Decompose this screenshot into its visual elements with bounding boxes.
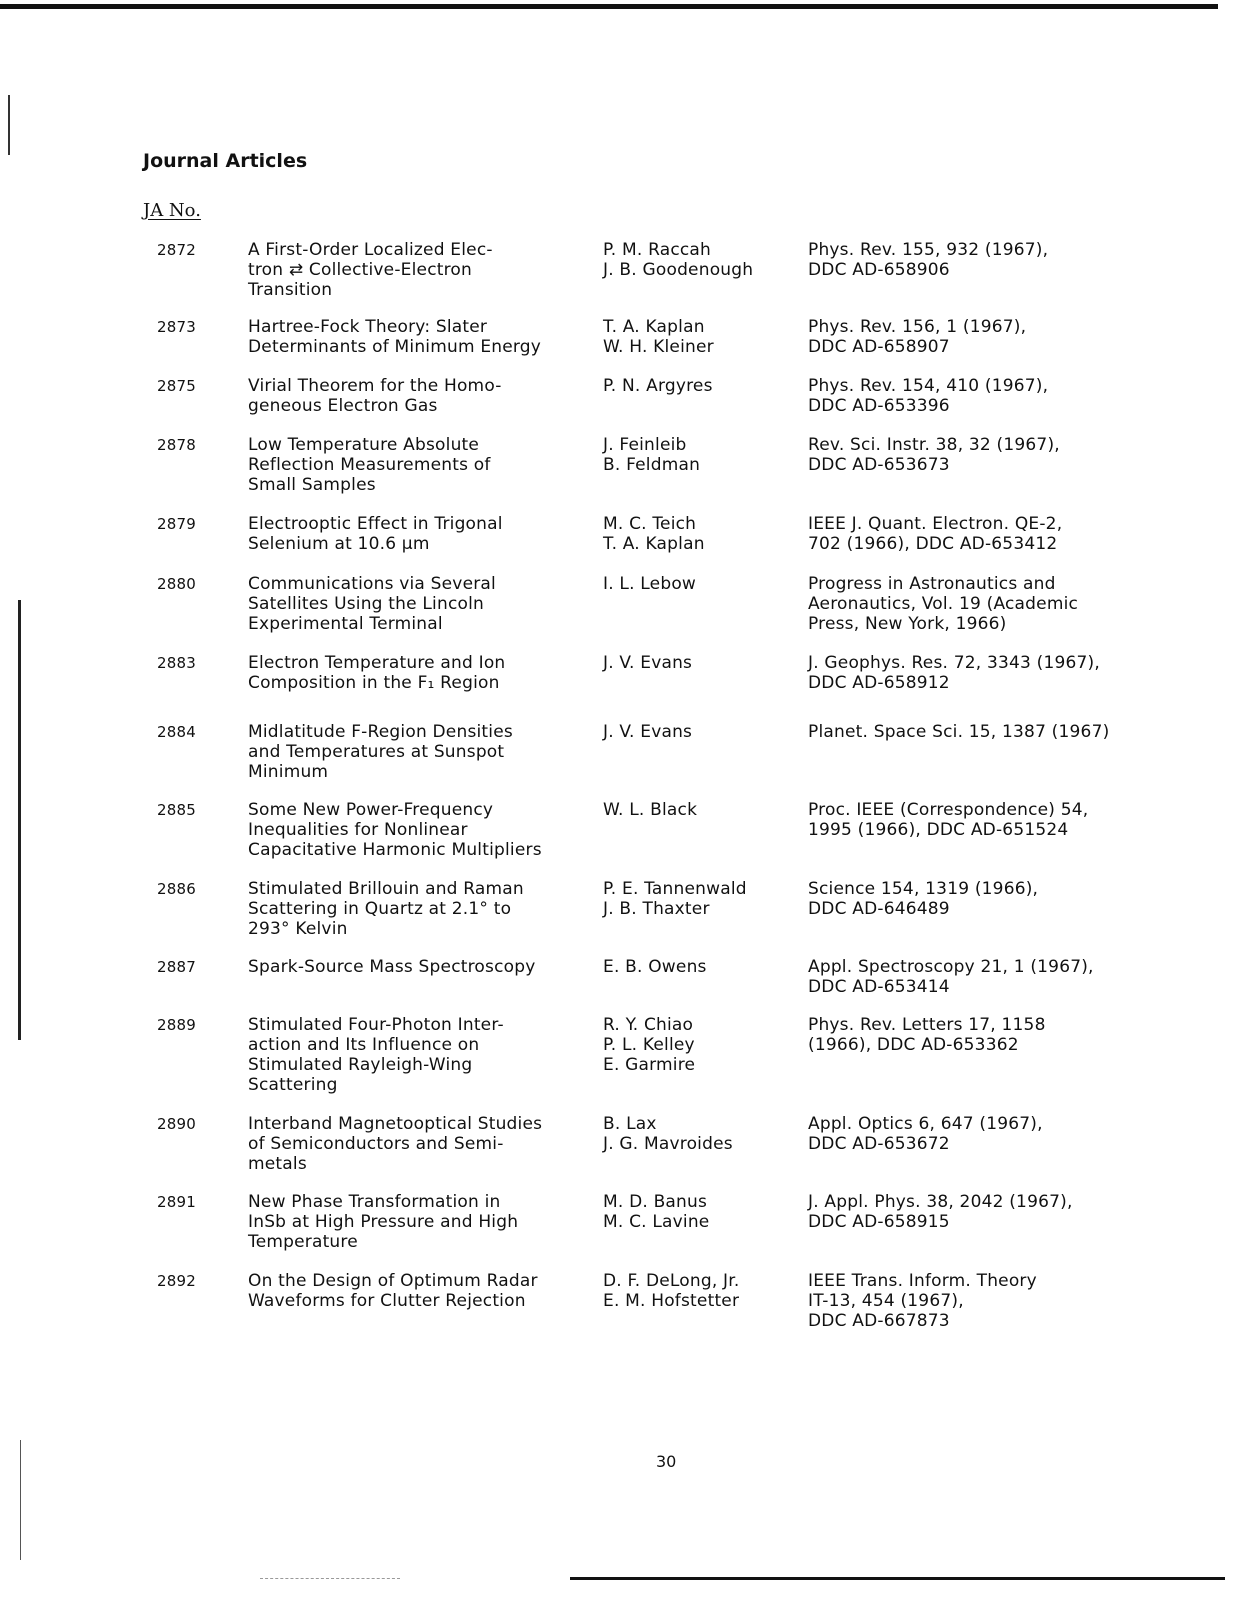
scan-edge-mark [8,95,10,155]
article-title: New Phase Transformation in InSb at High Pressure and High Temperature [248,1192,519,1252]
article-title: Interband Magnetooptical Studies of Semiconductors and Semi- metals [248,1114,543,1174]
article-number: 2884 [157,723,196,741]
article-authors: E. B. Owens [603,957,707,977]
article-title: Electrooptic Effect in Trigonal Selenium at 10.6 μm [248,514,503,554]
article-authors: P. N. Argyres [603,376,713,396]
article-authors: M. D. Banus M. C. Lavine [603,1192,710,1232]
article-reference: Progress in Astronautics and Aeronautics, Vol. 19 (Academic Press, New York, 1966) [808,574,1079,634]
article-reference: Phys. Rev. 154, 410 (1967), DDC AD-653396 [808,376,1049,416]
article-reference: Rev. Sci. Instr. 38, 32 (1967), DDC AD-653673 [808,435,1060,475]
article-number: 2875 [157,377,196,395]
article-number: 2883 [157,654,196,672]
article-title: Midlatitude F-Region Densities and Temperatures at Sunspot Minimum [248,722,513,782]
article-authors: J. V. Evans [603,722,693,742]
article-authors: D. F. DeLong, Jr. E. M. Hofstetter [603,1271,740,1311]
bottom-border-rule [570,1577,1225,1580]
article-title: On the Design of Optimum Radar Waveforms for Clutter Rejection [248,1271,538,1311]
article-reference: Proc. IEEE (Correspondence) 54, 1995 (1966), DDC AD-651524 [808,800,1089,840]
article-authors: J. Feinleib B. Feldman [603,435,701,475]
article-reference: Phys. Rev. Letters 17, 1158 (1966), DDC AD-653362 [808,1015,1046,1055]
article-authors: P. M. Raccah J. B. Goodenough [603,240,754,280]
article-reference: J. Appl. Phys. 38, 2042 (1967), DDC AD-658915 [808,1192,1073,1232]
article-number: 2890 [157,1115,196,1133]
article-title: Hartree-Fock Theory: Slater Determinants of Minimum Energy [248,317,542,357]
article-reference: J. Geophys. Res. 72, 3343 (1967), DDC AD-658912 [808,653,1100,693]
article-reference: Science 154, 1319 (1966), DDC AD-646489 [808,879,1039,919]
article-reference: Appl. Optics 6, 647 (1967), DDC AD-653672 [808,1114,1043,1154]
article-number: 2872 [157,241,196,259]
article-number: 2886 [157,880,196,898]
footer-dashed-rule [260,1578,400,1579]
article-reference: Phys. Rev. 155, 932 (1967), DDC AD-658906 [808,240,1049,280]
article-reference: Appl. Spectroscopy 21, 1 (1967), DDC AD-653414 [808,957,1094,997]
section-title: Journal Articles [143,150,308,172]
article-title: Stimulated Brillouin and Raman Scattering in Quartz at 2.1° to 293° Kelvin [248,879,524,939]
article-number: 2880 [157,575,196,593]
article-number: 2889 [157,1016,196,1034]
article-authors: M. C. Teich T. A. Kaplan [603,514,705,554]
scan-edge-mark [20,1440,21,1560]
article-number: 2878 [157,436,196,454]
article-number: 2887 [157,958,196,976]
article-authors: B. Lax J. G. Mavroides [603,1114,733,1154]
page-number: 30 [656,1452,677,1471]
article-authors: P. E. Tannenwald J. B. Thaxter [603,879,747,919]
article-reference: IEEE J. Quant. Electron. QE-2, 702 (1966), DDC AD-653412 [808,514,1063,554]
article-authors: J. V. Evans [603,653,693,673]
article-number: 2892 [157,1272,196,1290]
article-number: 2879 [157,515,196,533]
article-reference: Planet. Space Sci. 15, 1387 (1967) [808,722,1110,742]
article-number: 2873 [157,318,196,336]
article-title: Communications via Several Satellites Using the Lincoln Experimental Terminal [248,574,496,634]
article-authors: R. Y. Chiao P. L. Kelley E. Garmire [603,1015,696,1075]
article-reference: Phys. Rev. 156, 1 (1967), DDC AD-658907 [808,317,1027,357]
article-authors: T. A. Kaplan W. H. Kleiner [603,317,714,357]
article-reference: IEEE Trans. Inform. Theory IT-13, 454 (1967), DDC AD-667873 [808,1271,1037,1331]
top-border-rule [0,4,1218,9]
article-authors: I. L. Lebow [603,574,697,594]
article-title: Some New Power-Frequency Inequalities for Nonlinear Capacitative Harmonic Multipliers [248,800,542,860]
article-number: 2891 [157,1193,196,1211]
scan-edge-mark [18,600,21,1040]
article-title: Spark-Source Mass Spectroscopy [248,957,536,977]
article-authors: W. L. Black [603,800,698,820]
article-title: Virial Theorem for the Homo- geneous Electron Gas [248,376,502,416]
article-title: A First-Order Localized Elec- tron ⇄ Collective-Electron Transition [248,240,493,300]
column-header-ja-no: JA No. [143,200,201,221]
article-title: Stimulated Four-Photon Inter- action and Its Influence on Stimulated Rayleigh-Wing Scattering [248,1015,504,1095]
article-number: 2885 [157,801,196,819]
article-title: Low Temperature Absolute Reflection Measurements of Small Samples [248,435,491,495]
article-title: Electron Temperature and Ion Composition in the F₁ Region [248,653,506,693]
